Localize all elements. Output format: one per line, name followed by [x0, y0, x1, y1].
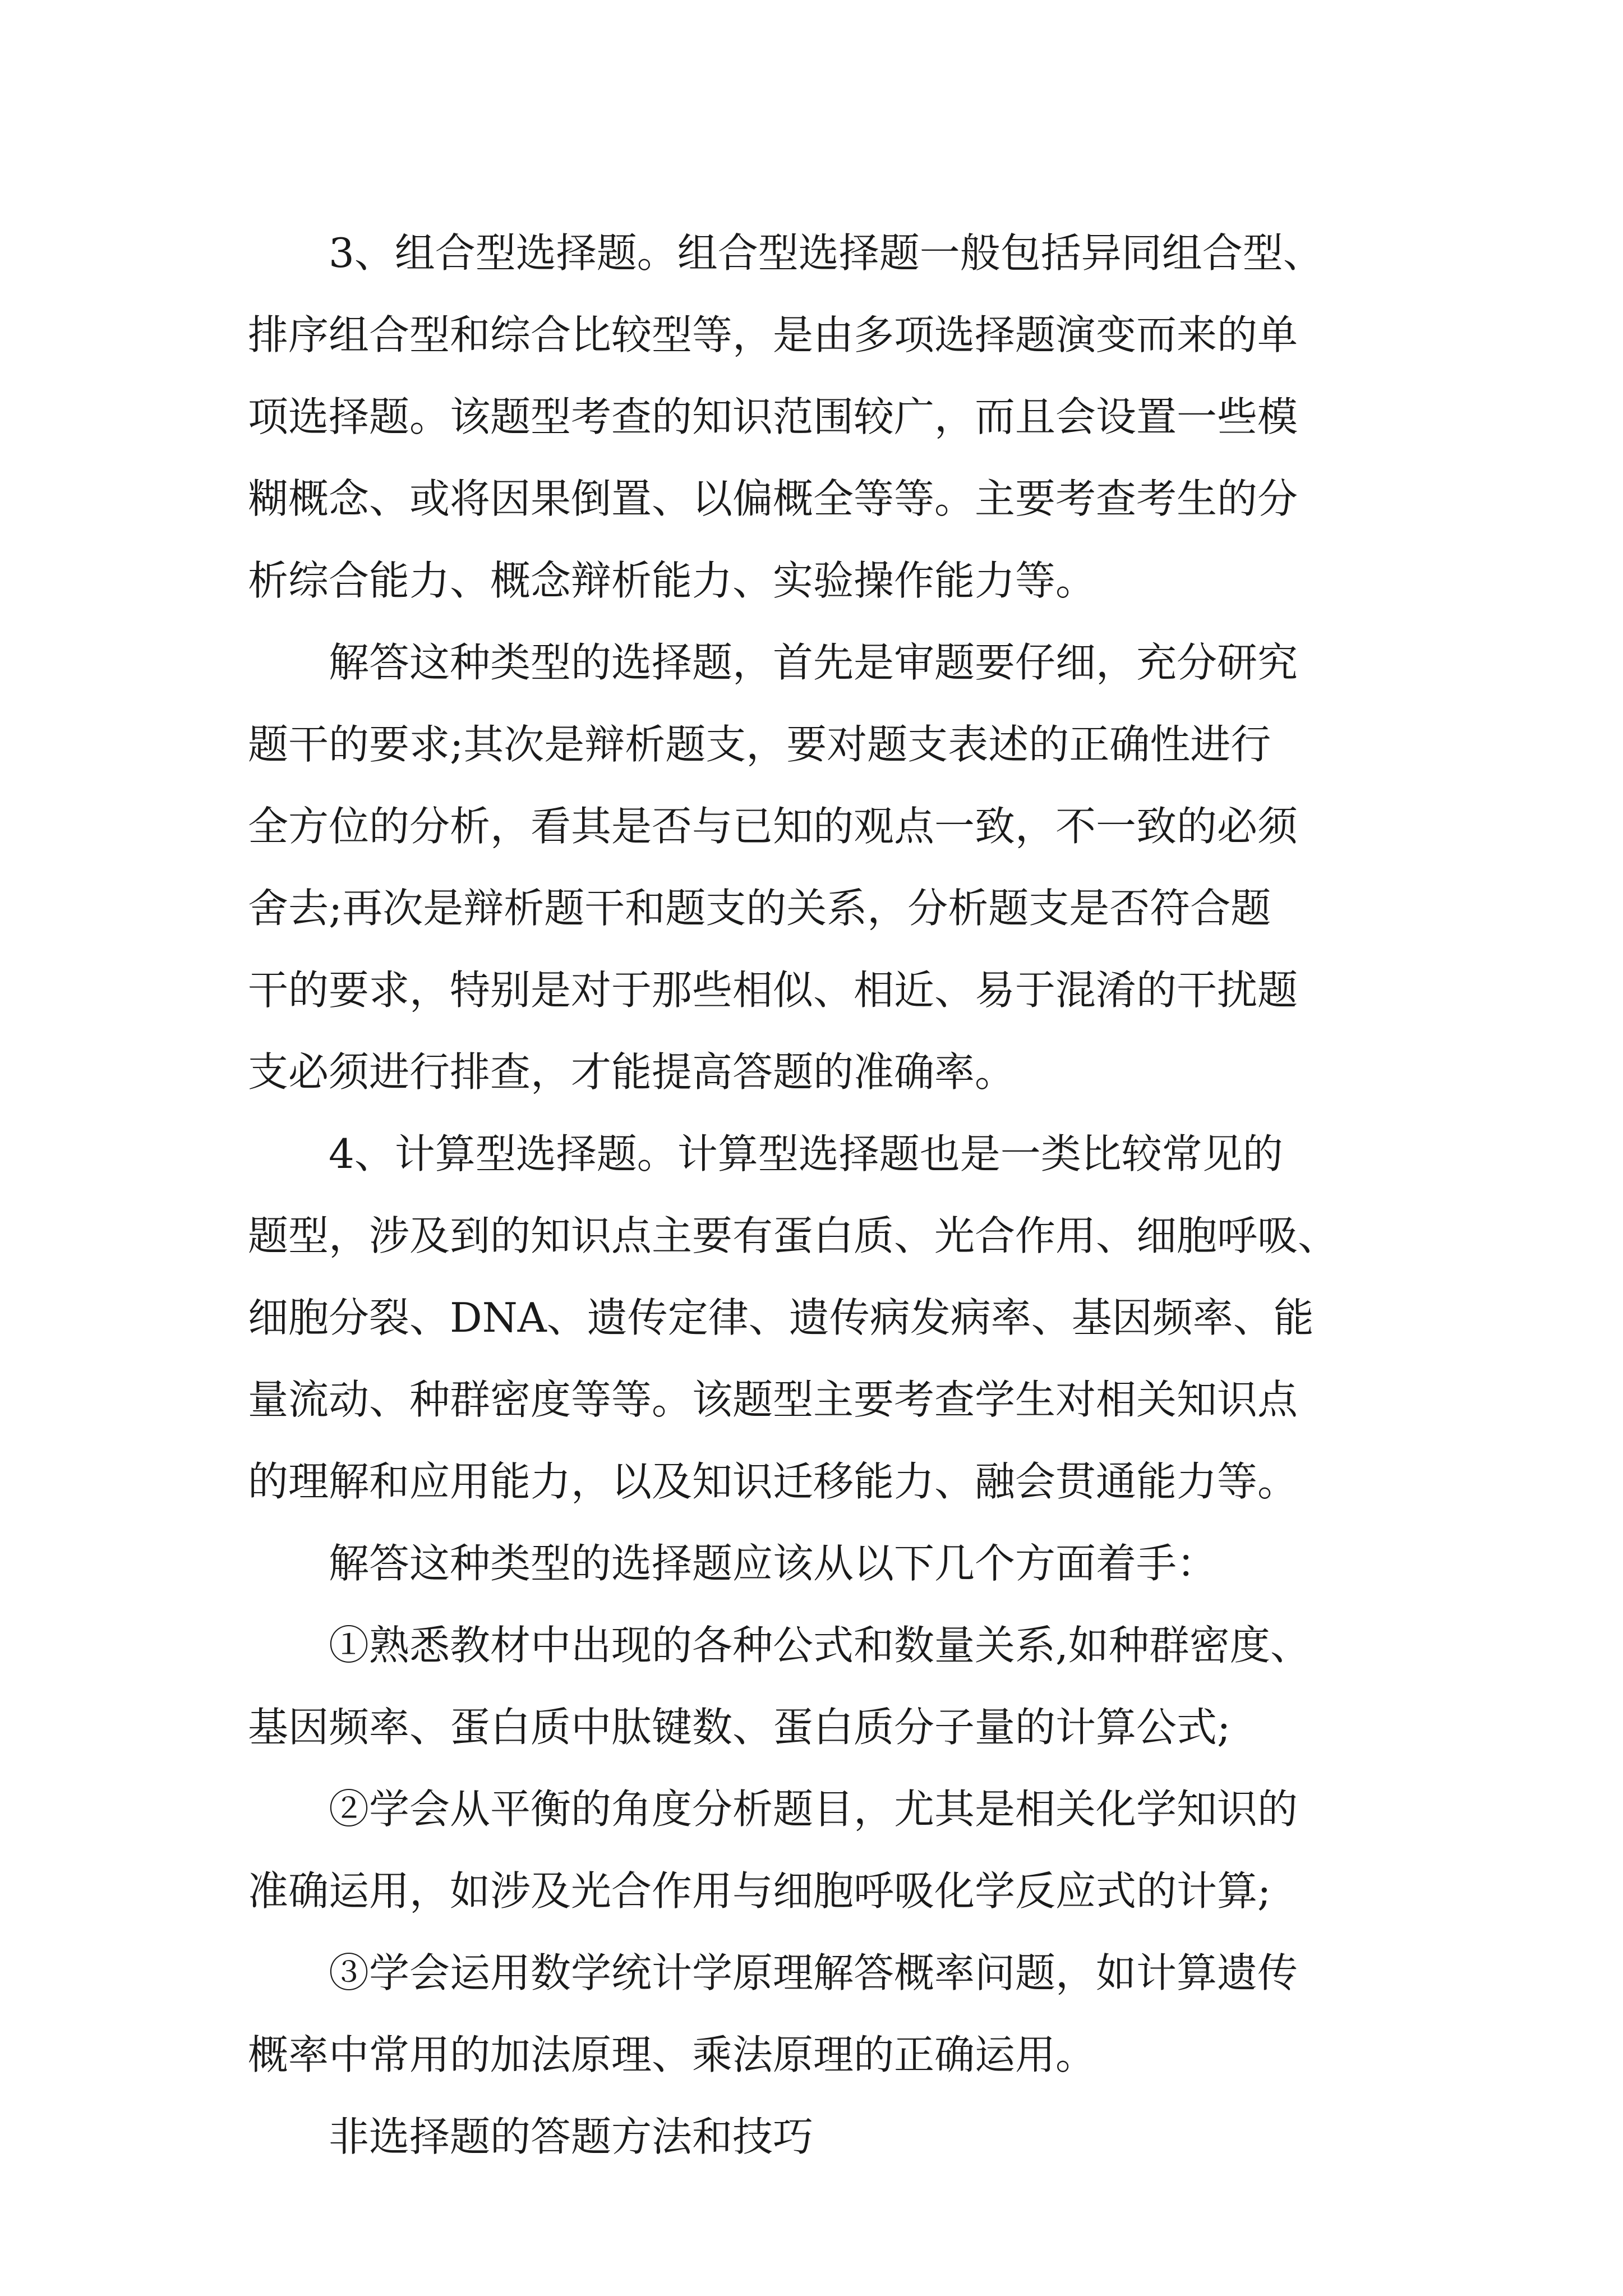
text-line: 细胞分裂、DNA、遗传定律、遗传病发病率、基因频率、能 [248, 1294, 1314, 1341]
paragraph-combination-answer [248, 622, 1404, 1113]
text-line: 析综合能力、概念辩析能力、实验操作能力等。 [248, 557, 1096, 604]
paragraph-calculation-type [248, 1113, 1404, 1522]
text-line: 糊概念、或将因果倒置、以偏概全等等。主要考查考生的分 [248, 475, 1298, 522]
text-line: 解答这种类型的选择题，首先是审题要仔细，充分研究 [329, 639, 1298, 686]
paragraph-calculation-answer-intro [248, 1522, 1404, 1604]
paragraph-point-1 [248, 1604, 1404, 1768]
text-line: 的理解和应用能力，以及知识迁移能力、融会贯通能力等。 [248, 1458, 1298, 1505]
paragraph-point-2 [248, 1768, 1404, 1932]
text-line: ②学会从平衡的角度分析题目，尤其是相关化学知识的 [329, 1786, 1298, 1833]
text-line: ①熟悉教材中出现的各种公式和数量关系,如种群密度、 [329, 1622, 1311, 1669]
text-line: 舍去;再次是辩析题干和题支的关系，分析题支是否符合题 [248, 885, 1271, 932]
text-line: 3、组合型选择题。组合型选择题一般包括异同组合型、 [329, 229, 1324, 277]
text-line: 解答这种类型的选择题应该从以下几个方面着手： [329, 1540, 1218, 1587]
text-line: 干的要求，特别是对于那些相似、相近、易于混淆的干扰题 [248, 967, 1298, 1014]
body-text [248, 212, 1404, 2178]
text-line: 量流动、种群密度等等。该题型主要考查学生对相关知识点 [248, 1376, 1298, 1423]
text-line: 非选择题的答题方法和技巧 [329, 2113, 814, 2160]
text-line: 题干的要求;其次是辩析题支，要对题支表述的正确性进行 [248, 721, 1271, 768]
text-line: 概率中常用的加法原理、乘法原理的正确运用。 [248, 2031, 1096, 2078]
text-line: 题型，涉及到的知识点主要有蛋白质、光合作用、细胞呼吸、 [248, 1212, 1339, 1259]
text-line: 全方位的分析，看其是否与已知的观点一致，不一致的必须 [248, 803, 1298, 850]
text-line: ③学会运用数学统计学原理解答概率问题，如计算遗传 [329, 1949, 1298, 1996]
text-line: 支必须进行排查，才能提高答题的准确率。 [248, 1048, 1016, 1096]
paragraph-point-3 [248, 1932, 1404, 2096]
text-line: 排序组合型和综合比较型等，是由多项选择题演变而来的单 [248, 311, 1298, 358]
text-line: 基因频率、蛋白质中肽键数、蛋白质分子量的计算公式; [248, 1704, 1231, 1751]
paragraph-combination-type [248, 212, 1404, 622]
text-line: 项选择题。该题型考查的知识范围较广，而且会设置一些模 [248, 393, 1298, 440]
text-line: 4、计算型选择题。计算型选择题也是一类比较常见的 [329, 1130, 1283, 1177]
section-heading-non-choice [248, 2096, 1404, 2178]
text-line: 准确运用，如涉及光合作用与细胞呼吸化学反应式的计算; [248, 1867, 1271, 1915]
